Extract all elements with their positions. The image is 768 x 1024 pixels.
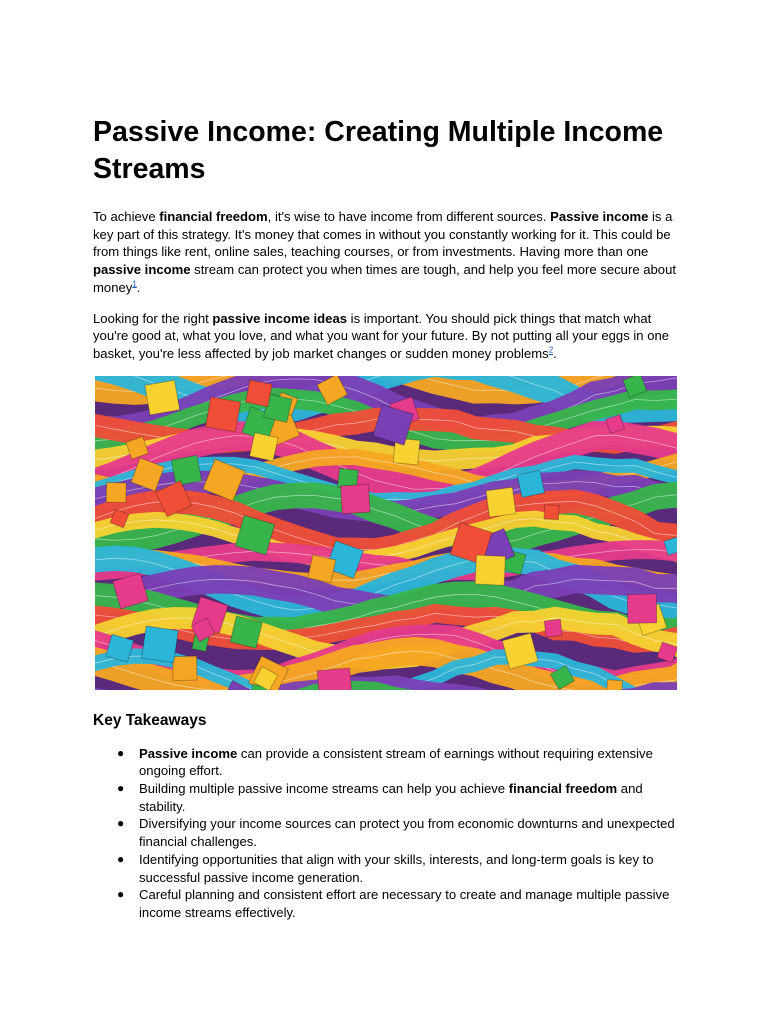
bullet: ● xyxy=(117,887,125,902)
text-run: Identifying opportunities that align with your skills, interests, and long-term goals is key to successful passive income generation. xyxy=(139,851,654,885)
cube xyxy=(308,554,336,582)
footnote-link[interactable]: 2 xyxy=(548,345,554,355)
cube xyxy=(486,487,516,517)
text-run: . xyxy=(553,345,557,361)
list-item xyxy=(117,886,683,921)
hero-image xyxy=(95,376,677,690)
list-item xyxy=(117,780,683,815)
bold-term: Passive income xyxy=(139,745,238,761)
cube xyxy=(517,470,544,497)
bold-term: passive income ideas xyxy=(212,310,348,326)
text-run: Diversifying your income sources can protect you from economic downturns and unexpected financial challenges. xyxy=(139,816,675,850)
cube xyxy=(250,432,278,460)
text-run: is a key part of this strategy. It's money that comes in without you constantly working for it. This could be from things like rent, online sales, teaching courses, or from investments. Having more than one xyxy=(93,209,673,260)
text-run: can provide a consistent stream of earnings without requiring extensive ongoing effort. xyxy=(139,745,653,779)
takeaways-heading: Key Takeaways xyxy=(93,711,207,729)
text-run: , it's wise to have income from different sources. xyxy=(267,209,551,224)
bullet: ● xyxy=(117,745,125,760)
bold-term: passive income xyxy=(93,262,191,278)
text-run: Looking for the right xyxy=(93,310,213,326)
bold-term: financial freedom xyxy=(159,209,268,224)
footnote-link[interactable]: 1 xyxy=(132,279,137,289)
cube xyxy=(341,484,371,514)
cube xyxy=(246,380,273,407)
list-item xyxy=(117,851,683,886)
bullet: ● xyxy=(117,781,125,796)
document-page xyxy=(93,114,683,922)
text-run: Careful planning and consistent effort are necessary to create and manage multiple passive income streams effectively. xyxy=(139,887,670,920)
cube xyxy=(230,616,262,648)
bullet: ● xyxy=(117,816,125,831)
cube xyxy=(173,656,197,680)
text-run: . xyxy=(136,279,141,295)
cube xyxy=(206,397,241,432)
page-title: Passive Income: Creating Multiple Income Streams xyxy=(93,116,664,185)
list-item xyxy=(117,815,683,850)
cube xyxy=(544,619,562,637)
cube xyxy=(142,626,179,663)
text-run: stream can protect you when times are tough, and help you feel more secure about money xyxy=(93,262,677,295)
bold-term: financial freedom xyxy=(508,781,618,797)
cube xyxy=(171,455,201,485)
intro-paragraph xyxy=(93,208,683,297)
bullet: ● xyxy=(117,851,125,866)
text-run: and stability. xyxy=(139,781,643,814)
ideas-paragraph xyxy=(93,310,683,363)
bold-term: Passive income xyxy=(550,209,649,224)
text-run: Building multiple passive income streams can help you achieve xyxy=(139,781,509,797)
cube xyxy=(544,504,559,519)
cube xyxy=(475,555,505,585)
text-run: To achieve xyxy=(93,209,160,224)
text-run: is important. You should pick things that match what you're good at, what you love, and what you want for your future. By not putting all your eggs in one basket, you're less affected by job market changes or sudden money problems xyxy=(93,310,670,361)
cube xyxy=(317,668,352,690)
takeaways-list xyxy=(93,745,683,922)
cube xyxy=(145,380,180,415)
list-item xyxy=(117,745,683,780)
cube xyxy=(106,482,126,502)
cube xyxy=(606,679,622,689)
cube xyxy=(627,594,656,623)
